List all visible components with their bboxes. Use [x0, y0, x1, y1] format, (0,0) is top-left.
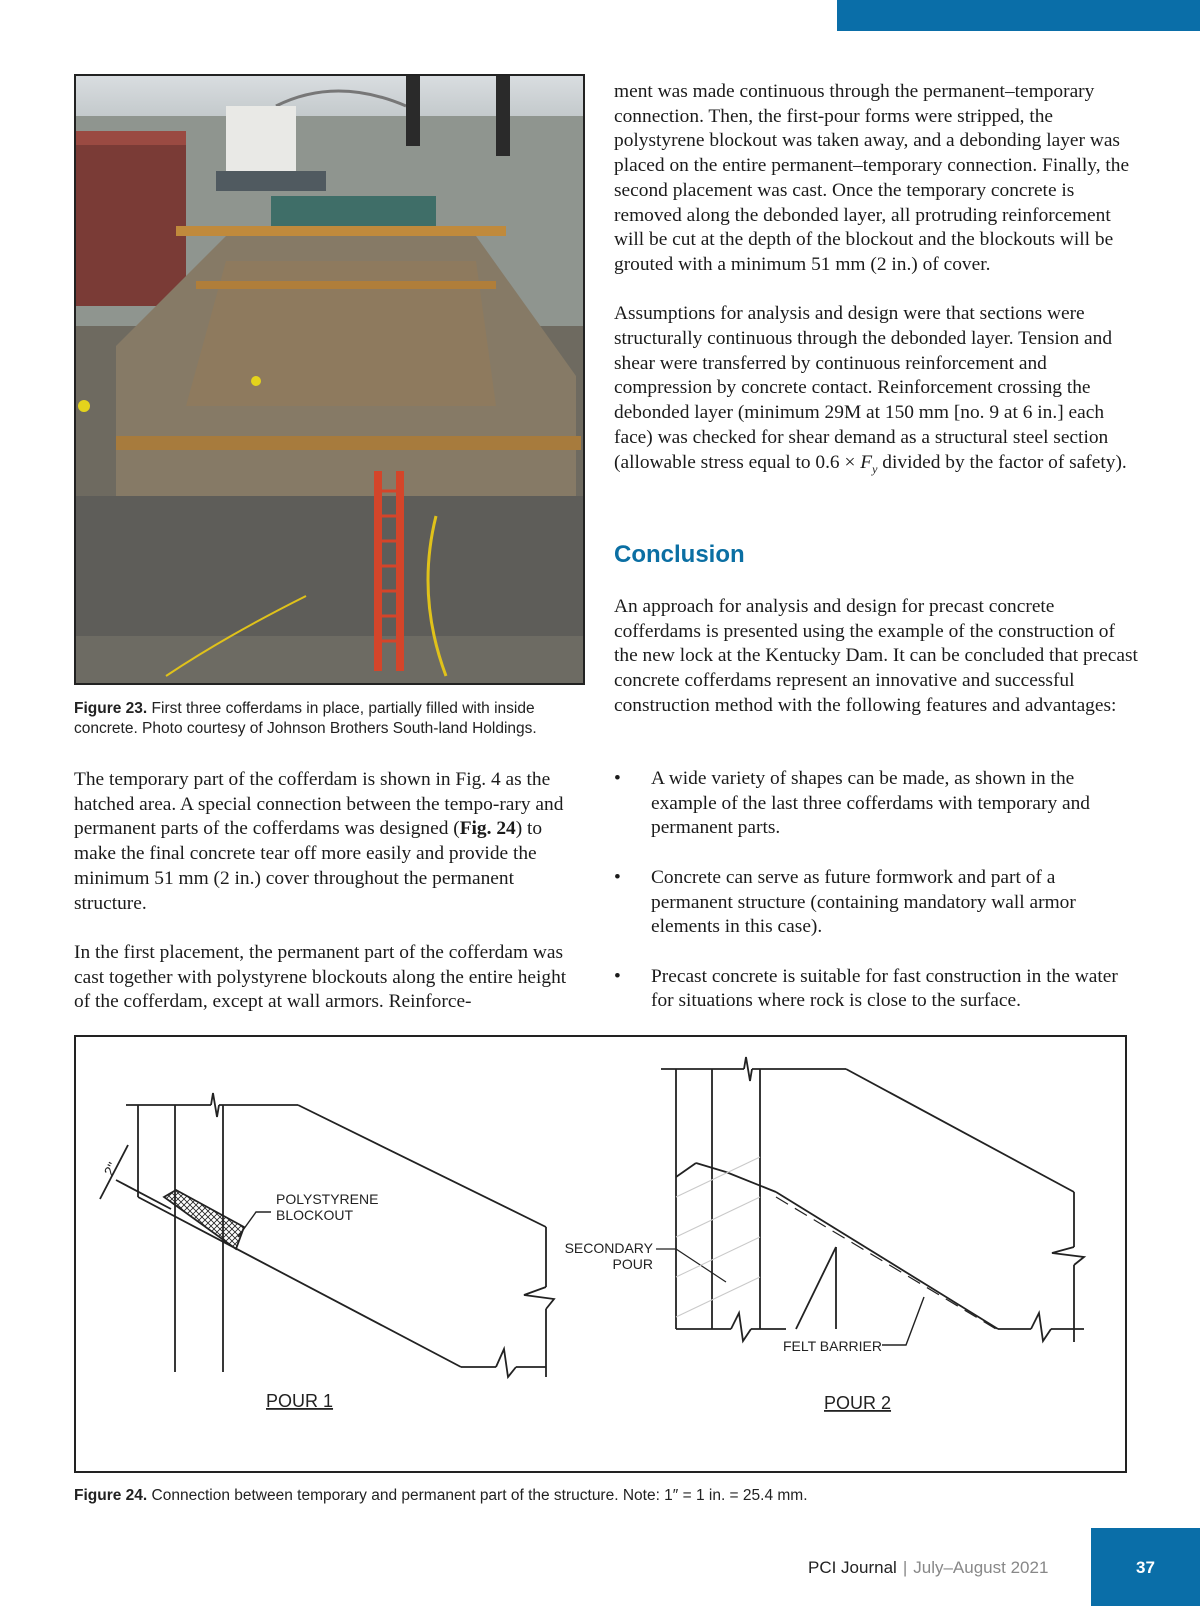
dimension-label: 2"	[100, 1159, 121, 1179]
left-para-1	[74, 768, 584, 916]
pour2-title: POUR 2	[824, 1393, 892, 1413]
figure24-caption	[74, 1486, 1134, 1506]
blockout-label: BLOCKOUT	[276, 1207, 354, 1223]
conclusion-heading: Conclusion	[614, 541, 745, 568]
issue-date: July–August 2021	[913, 1558, 1049, 1577]
right-para-2-end: divided by the factor of safety).	[877, 451, 1127, 473]
figure23-caption-text: First three cofferdams in place, partially filled with inside concrete. Photo courtesy of Johnson Brothers South-land Holdings.	[74, 700, 537, 737]
journal-name: PCI Journal	[808, 1558, 897, 1577]
yield-stress-symbol: F	[860, 451, 873, 473]
pour-label: POUR	[612, 1256, 653, 1272]
footer-journal	[808, 1558, 1048, 1578]
bullet-marker: •	[614, 866, 621, 888]
list-item	[614, 965, 1134, 1014]
secondary-label: SECONDARY	[564, 1240, 653, 1256]
left-para-1-end: ) to make the final concrete tear off more easily and provide the minimum 51 mm (2 in.) cover throughout the permanent structure.	[74, 818, 543, 914]
left-para-2: In the first placement, the permanent part of the cofferdam was cast together with polystyrene blockouts along the entire height of the cofferdam, except at wall armors. Reinforce-	[74, 941, 567, 1013]
bullet-text: Concrete can serve as future formwork and part of a permanent structure (containing mandatory wall armor elements in this case).	[651, 866, 1076, 938]
right-para-1: ment was made continuous through the permanent–temporary connection. Then, the first-pour forms were stripped, the polystyrene blockout was taken away, and a debonding layer was placed on the entire permanent–temporary connection. Finally, the second placement was cast. Once the temporary concrete is removed along the debonded layer, all protruding reinforcement will be cut at the depth of the blockout and the blockouts will be grouted with a minimum 51 mm (2 in.) of cover.	[614, 81, 1130, 275]
yield-stress-subscript: y	[872, 461, 878, 476]
polystyrene-label: POLYSTYRENE	[276, 1191, 379, 1207]
bullet-text: A wide variety of shapes can be made, as shown in the example of the last three cofferdams with temporary and permanent parts.	[651, 768, 1090, 839]
left-para-1-text: The temporary part of the cofferdam is shown in Fig. 4 as the hatched area. A special connection between the tempo-rary and permanent parts of the cofferdams was designed (	[74, 769, 564, 840]
right-column-top	[614, 80, 1139, 481]
footer-separator: |	[902, 1558, 908, 1577]
list-item	[614, 767, 1134, 841]
figure24-caption-text: Connection between temporary and permanent part of the structure. Note: 1″ = 1 in. = 25.4 mm.	[151, 1487, 808, 1504]
figure24-drawing	[74, 1035, 1127, 1473]
fig24-reference: Fig. 24	[459, 818, 516, 840]
list-item	[614, 866, 1134, 940]
cofferdam-photo	[74, 74, 585, 685]
right-para-2	[614, 302, 1139, 481]
left-column	[74, 768, 584, 1015]
header-accent-bar	[837, 0, 1200, 31]
pour1-title: POUR 1	[266, 1391, 334, 1411]
felt-barrier-label: FELT BARRIER	[782, 1338, 882, 1354]
bullet-marker: •	[614, 768, 621, 789]
conclusion-paragraph: An approach for analysis and design for precast concrete cofferdams is presented using the example of the construction of the new lock at the Kentucky Dam. It can be concluded that precast concrete cofferdams represent an innovative and successful construction method with the following features and advantages:	[614, 596, 1138, 716]
advantages-list	[614, 767, 1134, 1039]
figure24-label: Figure 24.	[74, 1487, 148, 1504]
bullet-text: Precast concrete is suitable for fast construction in the water for situations where rock is close to the surface.	[651, 965, 1118, 1012]
figure23-caption	[74, 699, 584, 739]
right-para-2-text: Assumptions for analysis and design were that sections were structurally continuous through the debonded layer. Tension and shear were transferred by continuous reinforcement and compression by concrete contact. Reinforcement crossing the debonded layer (minimum 29M at 150 mm [no. 9 at 6 in.] each face) was checked for shear demand as a structural steel section (allowable stress equal to 0.6 ×	[614, 303, 1113, 473]
page-number: 37	[1091, 1528, 1200, 1606]
figure23-label: Figure 23.	[74, 700, 148, 717]
bullet-marker: •	[614, 965, 621, 987]
